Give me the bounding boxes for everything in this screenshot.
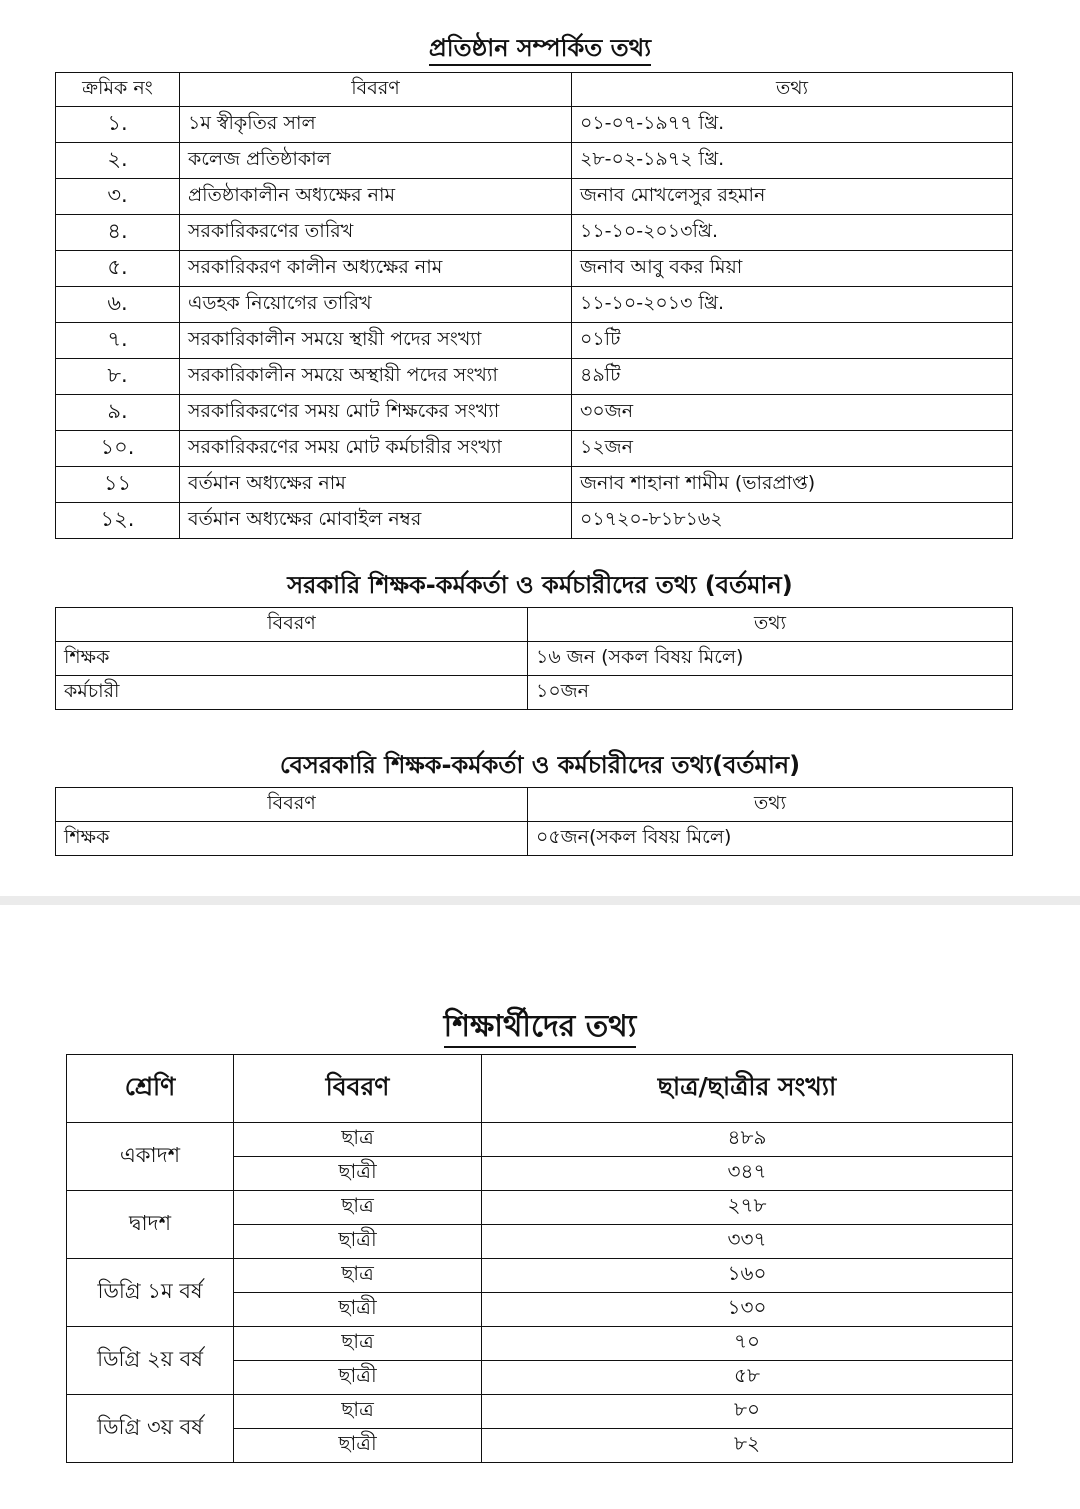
student-count-cell: ৩৪৭ (482, 1157, 1013, 1191)
table-row (56, 179, 1013, 215)
table-header-row (56, 608, 1013, 642)
description-cell: এডহক নিয়োগের তারিখ (180, 287, 572, 323)
institution-info-title: প্রতিষ্ঠান সম্পর্কিত তথ্য (0, 33, 1080, 66)
class-cell: একাদশ (67, 1123, 234, 1191)
description-cell: শিক্ষক (56, 822, 528, 856)
info-cell: ৩০জন (572, 395, 1013, 431)
info-cell: ১৬ জন (সকল বিষয় মিলে) (528, 642, 1013, 676)
info-cell: জনাব শাহানা শামীম (ভারপ্রাপ্ত) (572, 467, 1013, 503)
table-row (56, 107, 1013, 143)
student-type-cell: ছাত্র (234, 1327, 482, 1361)
serial-cell: ৬. (56, 287, 180, 323)
header-description: বিবরণ (56, 788, 528, 822)
description-cell: কলেজ প্রতিষ্ঠাকাল (180, 143, 572, 179)
students-table (66, 1054, 1013, 1463)
class-cell: ডিগ্রি ৩য় বর্ষ (67, 1395, 234, 1463)
document-page-2 (0, 905, 1080, 1509)
table-row (56, 287, 1013, 323)
table-row (67, 1191, 1013, 1225)
class-cell: দ্বাদশ (67, 1191, 234, 1259)
header-description: বিবরণ (234, 1055, 482, 1123)
info-cell: ১১-১০-২০১৩খ্রি. (572, 215, 1013, 251)
govt-staff-table (55, 607, 1013, 710)
serial-cell: ৭. (56, 323, 180, 359)
serial-cell: ৩. (56, 179, 180, 215)
description-cell: সরকারিকরণের তারিখ (180, 215, 572, 251)
serial-cell: ৮. (56, 359, 180, 395)
class-cell: ডিগ্রি ২য় বর্ষ (67, 1327, 234, 1395)
student-count-cell: ৭০ (482, 1327, 1013, 1361)
table-row (56, 642, 1013, 676)
students-title: শিক্ষার্থীদের তথ্য (0, 1009, 1080, 1048)
student-type-cell: ছাত্র (234, 1259, 482, 1293)
student-type-cell: ছাত্রী (234, 1293, 482, 1327)
student-count-cell: ৮২ (482, 1429, 1013, 1463)
info-cell: ২৮-০২-১৯৭২ খ্রি. (572, 143, 1013, 179)
table-header-row (56, 788, 1013, 822)
table-row (56, 467, 1013, 503)
table-row (67, 1327, 1013, 1361)
description-cell: কর্মচারী (56, 676, 528, 710)
description-cell: শিক্ষক (56, 642, 528, 676)
student-type-cell: ছাত্র (234, 1395, 482, 1429)
table-row (67, 1395, 1013, 1429)
description-cell: সরকারিকালীন সময়ে অস্থায়ী পদের সংখ্যা (180, 359, 572, 395)
table-row (56, 431, 1013, 467)
student-count-cell: ৫৮ (482, 1361, 1013, 1395)
serial-cell: ১০. (56, 431, 180, 467)
description-cell: প্রতিষ্ঠাকালীন অধ্যক্ষের নাম (180, 179, 572, 215)
header-count: ছাত্র/ছাত্রীর সংখ্যা (482, 1055, 1013, 1123)
serial-cell: ৯. (56, 395, 180, 431)
header-info: তথ্য (528, 608, 1013, 642)
info-cell: ০১-০৭-১৯৭৭ খ্রি. (572, 107, 1013, 143)
table-row (56, 359, 1013, 395)
header-description: বিবরণ (180, 73, 572, 107)
student-type-cell: ছাত্রী (234, 1225, 482, 1259)
table-row (56, 676, 1013, 710)
private-staff-title: বেসরকারি শিক্ষক-কর্মকর্তা ও কর্মচারীদের তথ্য(বর্তমান) (279, 751, 801, 779)
description-cell: সরকারিকালীন সময়ে স্থায়ী পদের সংখ্যা (180, 323, 572, 359)
student-type-cell: ছাত্রী (234, 1157, 482, 1191)
student-type-cell: ছাত্র (234, 1123, 482, 1157)
student-count-cell: ১৩০ (482, 1293, 1013, 1327)
info-cell: ০১টি (572, 323, 1013, 359)
page-separator (0, 896, 1080, 905)
info-cell: ০১৭২০-৮১৮১৬২ (572, 503, 1013, 539)
header-info: তথ্য (572, 73, 1013, 107)
table-row (56, 143, 1013, 179)
student-type-cell: ছাত্র (234, 1191, 482, 1225)
student-count-cell: ৩৩৭ (482, 1225, 1013, 1259)
info-cell: ১০জন (528, 676, 1013, 710)
private-staff-table (55, 787, 1013, 856)
info-cell: জনাব আবু বকর মিয়া (572, 251, 1013, 287)
description-cell: ১ম স্বীকৃতির সাল (180, 107, 572, 143)
student-count-cell: ৮০ (482, 1395, 1013, 1429)
description-cell: সরকারিকরণের সময় মোট শিক্ষকের সংখ্যা (180, 395, 572, 431)
table-row (56, 503, 1013, 539)
table-header-row (56, 73, 1013, 107)
student-count-cell: ১৬০ (482, 1259, 1013, 1293)
serial-cell: ১১ (56, 467, 180, 503)
description-cell: সরকারিকরণের সময় মোট কর্মচারীর সংখ্যা (180, 431, 572, 467)
description-cell: বর্তমান অধ্যক্ষের নাম (180, 467, 572, 503)
table-header-row (67, 1055, 1013, 1123)
serial-cell: ২. (56, 143, 180, 179)
table-row (56, 395, 1013, 431)
student-type-cell: ছাত্রী (234, 1429, 482, 1463)
serial-cell: ১. (56, 107, 180, 143)
institution-info-table (55, 72, 1013, 539)
header-class: শ্রেণি (67, 1055, 234, 1123)
student-count-cell: ২৭৮ (482, 1191, 1013, 1225)
govt-staff-title: সরকারি শিক্ষক-কর্মকর্তা ও কর্মচারীদের তথ্য (বর্তমান) (287, 571, 793, 599)
info-cell: জনাব মোখলেসুর রহমান (572, 179, 1013, 215)
info-cell: ০৫জন(সকল বিষয় মিলে) (528, 822, 1013, 856)
serial-cell: ৪. (56, 215, 180, 251)
info-cell: ১১-১০-২০১৩ খ্রি. (572, 287, 1013, 323)
description-cell: সরকারিকরণ কালীন অধ্যক্ষের নাম (180, 251, 572, 287)
header-info: তথ্য (528, 788, 1013, 822)
table-row (56, 822, 1013, 856)
info-cell: ১২জন (572, 431, 1013, 467)
table-row (56, 251, 1013, 287)
header-serial: ক্রমিক নং (56, 73, 180, 107)
table-row (67, 1259, 1013, 1293)
description-cell: বর্তমান অধ্যক্ষের মোবাইল নম্বর (180, 503, 572, 539)
table-row (56, 215, 1013, 251)
table-row (56, 323, 1013, 359)
serial-cell: ৫. (56, 251, 180, 287)
table-row (67, 1123, 1013, 1157)
info-cell: ৪৯টি (572, 359, 1013, 395)
student-count-cell: ৪৮৯ (482, 1123, 1013, 1157)
student-type-cell: ছাত্রী (234, 1361, 482, 1395)
serial-cell: ১২. (56, 503, 180, 539)
header-description: বিবরণ (56, 608, 528, 642)
class-cell: ডিগ্রি ১ম বর্ষ (67, 1259, 234, 1327)
